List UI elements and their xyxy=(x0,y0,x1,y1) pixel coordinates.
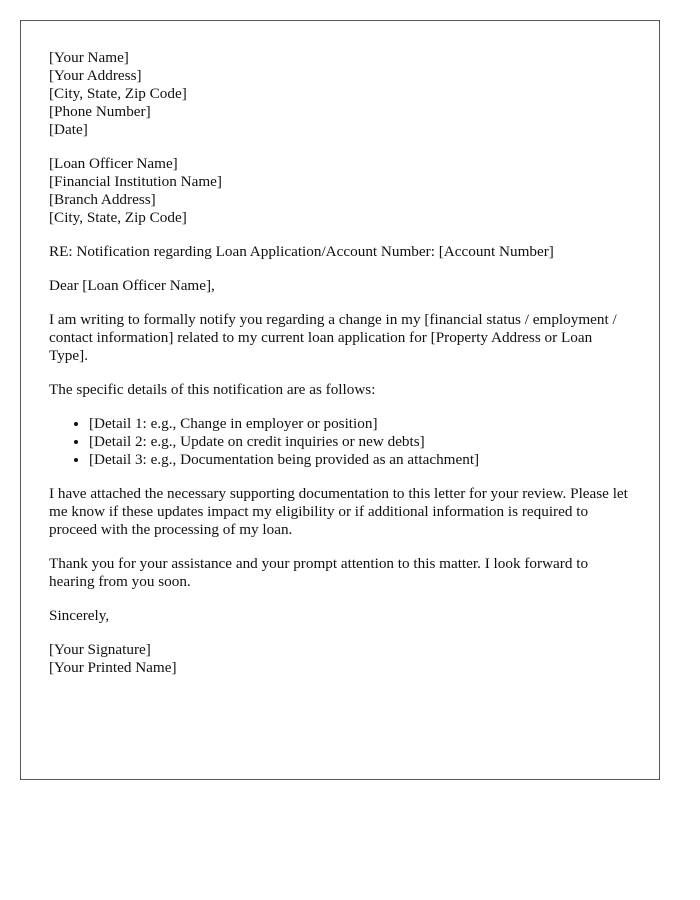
subject-line: RE: Notification regarding Loan Application/Account Number: [Account Number] xyxy=(49,243,554,260)
thanks-paragraph: Thank you for your assistance and your prompt attention to this matter. I look forward to hearing from you soon. xyxy=(49,555,589,590)
list-item: • [Detail 3: e.g., Documentation being provided as an attachment] xyxy=(89,451,631,469)
printed-name: [Your Printed Name] xyxy=(49,659,177,676)
sender-name: [Your Name] xyxy=(49,49,129,66)
signature: [Your Signature] xyxy=(49,641,151,658)
recipient-officer-name: [Loan Officer Name] xyxy=(49,155,178,172)
letter-date: [Date] xyxy=(49,121,88,138)
letter-page xyxy=(20,20,660,780)
attachment-paragraph: I have attached the necessary supporting documentation to this letter for your review. Please let me know if these updates impact my eligibility or if additional information is required to proceed with the processing of my loan. xyxy=(49,485,628,538)
sender-address: [Your Address] xyxy=(49,67,142,84)
sender-block xyxy=(49,49,631,139)
details-list xyxy=(49,415,631,469)
recipient-institution: [Financial Institution Name] xyxy=(49,173,222,190)
sign-off: Sincerely, xyxy=(49,607,110,624)
list-item: • [Detail 2: e.g., Update on credit inquiries or new debts] xyxy=(89,433,631,451)
sender-city-state-zip: [City, State, Zip Code] xyxy=(49,85,187,102)
recipient-block xyxy=(49,155,631,227)
recipient-branch-address: [Branch Address] xyxy=(49,191,156,208)
recipient-city-state-zip: [City, State, Zip Code] xyxy=(49,209,187,226)
salutation: Dear [Loan Officer Name], xyxy=(49,277,215,294)
list-item: • [Detail 1: e.g., Change in employer or position] xyxy=(89,415,631,433)
sender-phone: [Phone Number] xyxy=(49,103,151,120)
details-intro: The specific details of this notification are as follows: xyxy=(49,381,376,398)
intro-paragraph: I am writing to formally notify you regarding a change in my [financial status / employment / contact information] related to my current loan application for [Property Address or Loan Type]. xyxy=(49,311,617,364)
signature-block xyxy=(49,641,631,677)
